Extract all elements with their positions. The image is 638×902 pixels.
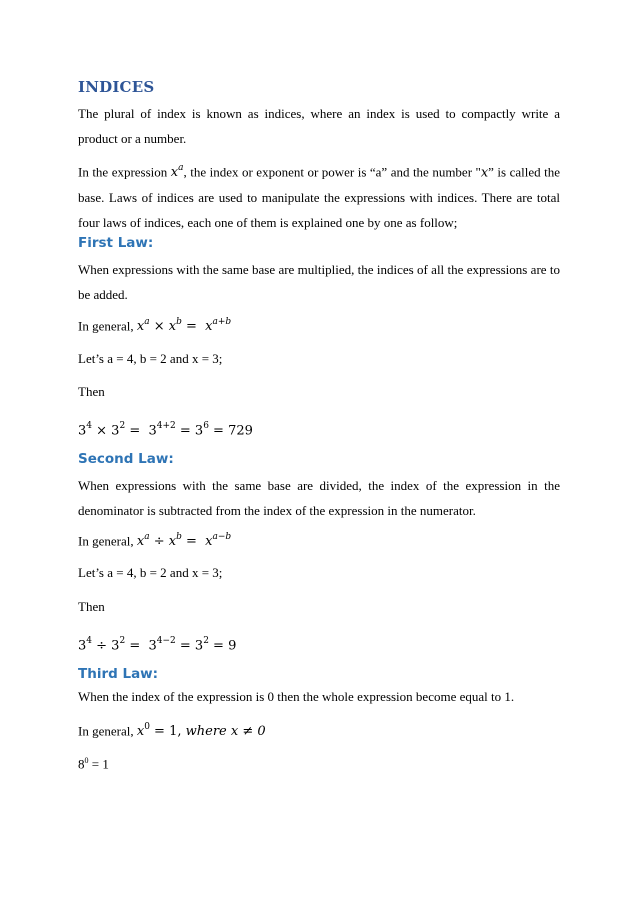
general-prefix: In general, bbox=[78, 318, 137, 334]
example-exponent: 0 bbox=[84, 756, 89, 765]
first-law-example: $3^4 \times 3^2 = 3^{4+2} = 3^6 = 729$ bbox=[78, 421, 253, 439]
third-law-example bbox=[78, 752, 560, 773]
page-title: INDICES bbox=[78, 78, 155, 96]
second-law-let: Let’s a = 4, b = 2 and x = 3; bbox=[78, 565, 223, 580]
math-x-a: $x^a$ bbox=[170, 163, 184, 181]
math-x: x bbox=[480, 165, 489, 181]
third-law-heading: Third Law: bbox=[78, 666, 159, 682]
expression-paragraph bbox=[78, 157, 560, 235]
second-law-text: When expressions with the same base are divided, the index of the expression in the denominator is subtracted from the index of the expression in the numerator. bbox=[78, 478, 560, 518]
intro-paragraph: The plural of index is known as indices, where an index is used to compactly write a product or a number. bbox=[78, 106, 560, 146]
first-law-heading: First Law: bbox=[78, 235, 154, 251]
first-law-general bbox=[78, 314, 560, 336]
example-base: 8 bbox=[78, 756, 85, 772]
second-law-then: Then bbox=[78, 599, 105, 614]
example-rest: = 1 bbox=[88, 756, 109, 772]
third-law-general bbox=[78, 719, 560, 741]
first-law-text: When expressions with the same base are multiplied, the indices of all the expressions are to be added. bbox=[78, 262, 560, 302]
second-law-formula: $x^a \div x^b = x^{a-b}$ bbox=[136, 532, 232, 550]
second-law-example: $3^4 \div 3^2 = 3^{4-2} = 3^2 = 9$ bbox=[78, 636, 237, 654]
first-law-then: Then bbox=[78, 384, 105, 399]
third-law-text: When the index of the expression is 0 then the whole expression become equal to 1. bbox=[78, 689, 515, 704]
second-law-general bbox=[78, 529, 560, 551]
third-law-formula: $x^0 = 1$, where x ≠ 0 bbox=[136, 722, 266, 740]
first-law-formula: $x^a \times x^b = x^{a+b}$ bbox=[136, 317, 232, 335]
general-prefix: In general, bbox=[78, 533, 137, 549]
first-law-result: 729 bbox=[228, 423, 253, 439]
second-law-heading: Second Law: bbox=[78, 451, 174, 467]
third-law-condition: where x ≠ 0 bbox=[185, 724, 266, 740]
second-law-result: 9 bbox=[228, 638, 237, 654]
general-prefix: In general, bbox=[78, 723, 137, 739]
intro-text: In the expression bbox=[78, 164, 171, 180]
intro-text: , the index or exponent or power is “a” and the number " bbox=[183, 164, 481, 180]
first-law-let: Let’s a = 4, b = 2 and x = 3; bbox=[78, 351, 223, 366]
intro-text: ” is called the base. Laws of indices are used to manipulate the expressions with indices. There are total four laws of indices, each one of them is explained one by one as follow; bbox=[78, 164, 560, 231]
